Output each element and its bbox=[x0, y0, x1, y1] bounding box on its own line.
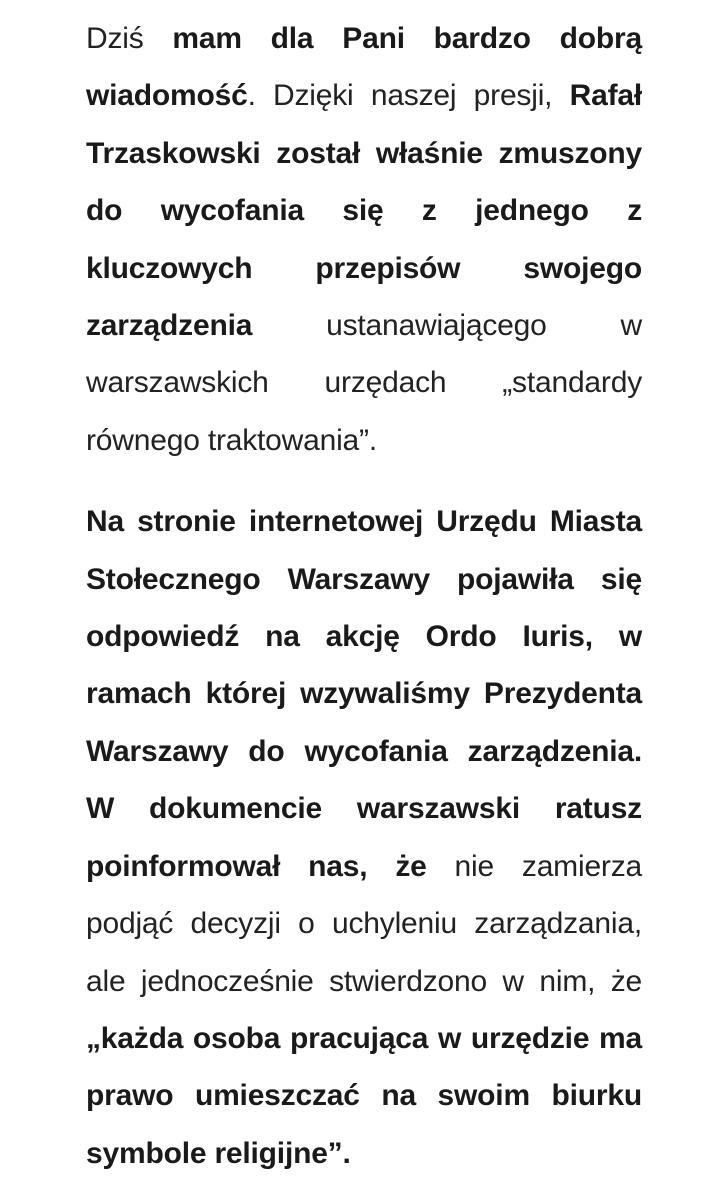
text-run: ustanawiającego w warszawskich urzędach „standardy równego traktowania”. bbox=[86, 309, 642, 457]
paragraph-2 bbox=[86, 493, 642, 1182]
text-run: . Dzięki naszej presji, bbox=[247, 79, 570, 113]
bold-text-run: mam dla Pani bardzo dobrą wiadomość bbox=[86, 22, 642, 113]
bold-quote-run: „każda osoba pracująca w urzędzie ma prawo umieszczać na swoim biurku symbole religijne” bbox=[86, 1021, 642, 1170]
bold-text-run: . bbox=[342, 1136, 351, 1170]
article-body bbox=[86, 10, 642, 1182]
text-run: Dziś bbox=[86, 22, 173, 55]
text-run: nie zamierza podjąć decyzji o uchyleniu zarządzania, ale jednocześnie stwierdzono w nim, że bbox=[86, 849, 642, 998]
bold-text-run: Na stronie internetowej Urzędu Miasta Stołecznego Warszawy pojawiła się odpowiedź na akcję Ordo Iuris, w ramach której wzywaliśmy Prezydenta Warszawy do wycofania zarządzenia. W dokumencie warszawski ratusz poinformował nas, że bbox=[86, 505, 642, 883]
paragraph-1 bbox=[86, 10, 642, 469]
bold-text-run: Rafał Trzaskowski został właśnie zmuszony do wycofania się z jednego z kluczowych przepisów swojego zarządzenia bbox=[86, 79, 642, 343]
